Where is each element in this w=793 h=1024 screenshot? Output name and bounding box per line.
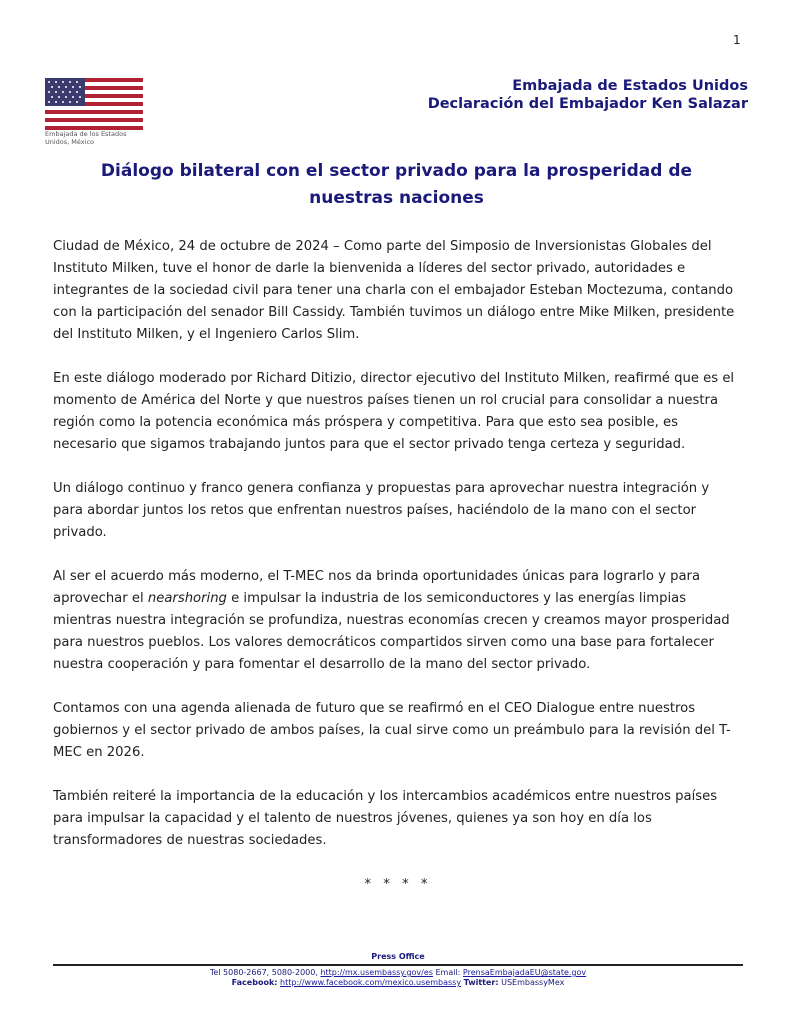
footer-twitter-label: Twitter: xyxy=(463,978,499,987)
paragraph-4-italic: nearshoring xyxy=(147,591,227,606)
paragraph-6: También reiteré la importancia de la educación y los intercambios académicos entre nuestros países para impulsar la capacidad y el talento de nuestros jóvenes, quienes ya son hoy en día los transformadores de nuestras sociedades. xyxy=(53,789,718,848)
logo-caption xyxy=(45,130,155,146)
paragraph-5: Contamos con una agenda alienada de futuro que se reafirmó en el CEO Dialogue entre nuestros gobiernos y el sector privado de ambos países, la cual sirve como un preámbulo para la revisión del T-MEC en 2026. xyxy=(53,701,731,760)
page-title xyxy=(60,158,733,212)
page-title-line1: Diálogo bilateral con el sector privado para la prosperidad de xyxy=(100,161,693,181)
header-embassy-name: Embajada de Estados Unidos xyxy=(512,78,748,94)
page-number: 1 xyxy=(733,33,741,47)
press-office-label: Press Office xyxy=(371,952,425,961)
footer-email-label: Email: xyxy=(435,968,461,977)
footer-social-line xyxy=(53,978,743,988)
section-separator: * * * * xyxy=(364,877,432,892)
paragraph-1: Ciudad de México, 24 de octubre de 2024 – Como parte del Simposio de Inversionistas Globales del Instituto Milken, tuve el honor de darle la bienvenida a líderes del sector privado, autoridades e integrantes de la sociedad civil para tener una charla con el embajador Esteban Moctezuma, contando con la participación del senador Bill Cassidy. También tuvimos un diálogo entre Mike Milken, presidente del Instituto Milken, y el Ingeniero Carlos Slim. xyxy=(53,239,735,342)
footer-tel: Tel 5080-2667, 5080-2000, xyxy=(209,968,318,977)
footer-email-link[interactable]: PrensaEmbajadaEU@state.gov xyxy=(462,968,587,977)
us-flag-logo xyxy=(45,78,143,130)
footer-divider xyxy=(53,964,743,966)
flag-canton xyxy=(45,78,85,106)
paragraph-4-part2: e impulsar la industria de los semiconductores y las energías limpias mientras nuestra integración se profundiza, nuestras economías crecen y creamos mayor prosperidad para nuestros pueblos. Los valores democráticos compartidos sirven como una base para fortalecer nuestra cooperación y para fomentar el desarrollo de la mano del sector privado. xyxy=(53,591,730,672)
page-title-line2: nuestras naciones xyxy=(309,188,484,208)
document-body xyxy=(53,236,743,896)
page-footer xyxy=(53,952,743,988)
paragraph-3: Un diálogo continuo y franco genera confianza y propuestas para aprovechar nuestra integración y para abordar juntos los retos que enfrentan nuestros países, haciéndolo de la mano con el sector privado. xyxy=(53,481,710,540)
paragraph-2: En este diálogo moderado por Richard Ditizio, director ejecutivo del Instituto Milken, reafirmé que es el momento de América del Norte y que nuestros países tienen un rol crucial para consolidar a nuestra región como la potencia económica más próspera y competitiva. Para que esto sea posible, es necesario que sigamos trabajando juntos para que el sector privado tenga certeza y seguridad. xyxy=(53,371,735,452)
logo-caption-line1: Embajada de los Estados xyxy=(45,130,127,138)
footer-twitter-handle[interactable]: USEmbassyMex xyxy=(501,978,565,987)
header-statement-title: Declaración del Embajador Ken Salazar xyxy=(427,96,748,112)
footer-facebook-link[interactable]: http://www.facebook.com/mexico.usembassy xyxy=(280,978,462,987)
footer-website-link[interactable]: http://mx.usembassy.gov/es xyxy=(320,968,433,977)
paragraph-4 xyxy=(53,566,743,676)
footer-facebook-label: Facebook: xyxy=(231,978,278,987)
logo-caption-line2: Unidos, México xyxy=(45,138,95,146)
document-header xyxy=(428,77,748,113)
footer-contact-line xyxy=(53,968,743,978)
paragraph-4-part1: Al ser el acuerdo más moderno, el T-MEC nos da brinda oportunidades únicas para lograrlo y para aprovechar el xyxy=(53,569,701,606)
